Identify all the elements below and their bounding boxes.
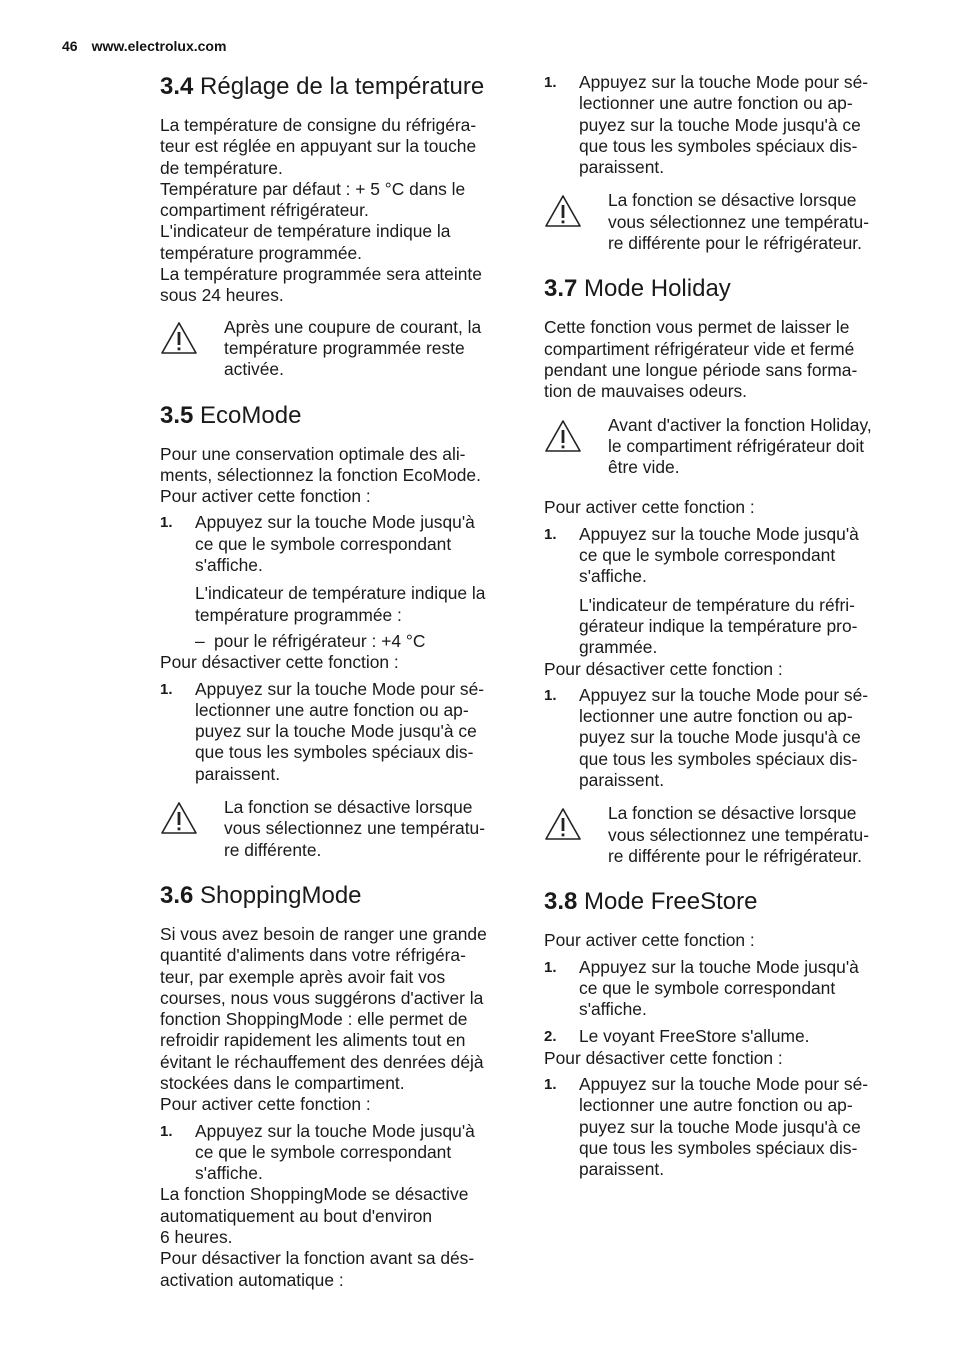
step-number: 1.	[544, 525, 557, 543]
section-3-7-body: Cette fonction vous permet de laisser le compartiment réfrigérateur vide et fermé pendant une longue période sans forma- tion de mauvaises odeurs.	[544, 317, 858, 402]
step-number: 1.	[544, 1075, 557, 1093]
list-item	[160, 1121, 518, 1185]
step-text: Appuyez sur la touche Mode jusqu'à ce que le symbole correspondant s'affiche.	[195, 512, 475, 576]
step-number: 1.	[544, 74, 557, 91]
site-url: www.electrolux.com	[91, 38, 227, 54]
step-number: 1.	[160, 680, 173, 698]
section-3-8-activate: Pour activer cette fonction :	[544, 930, 755, 951]
list-item	[544, 1026, 900, 1047]
page-number: 46	[62, 38, 78, 54]
section-3-4-heading: 3.4 Réglage de la température	[160, 73, 485, 100]
section-3-5-heading: 3.5 EcoMode	[160, 401, 302, 429]
warning-text: La fonction se désactive lorsque vous sélectionnez une températu- re différente pour le réfrigérateur.	[608, 190, 870, 254]
list-item	[544, 524, 900, 588]
section-3-7-warning-2	[544, 803, 900, 867]
step-text: Le voyant FreeStore s'allume.	[579, 1026, 810, 1047]
page-header	[62, 38, 226, 54]
section-3-7-activate: Pour activer cette fonction :	[544, 497, 755, 518]
section-3-5-intro: Pour une conservation optimale des ali- ments, sélectionnez la fonction EcoMode. Pour activer cette fonction :	[160, 443, 481, 507]
section-3-6-body: Si vous avez besoin de ranger une grande quantité d'aliments dans votre réfrigéra- teur, par exemple après avoir fait vos courses, nous vous suggérons d'activer la fonction ShoppingMode : elle permet de refroidir rapidement les aliments tout en évitant le réchauffement des denrées déjà stockées dans le compartiment. Pour activer cette fonction :	[160, 923, 487, 1115]
step-text: Appuyez sur la touche Mode jusqu'à ce que le symbole correspondant s'affiche.	[579, 523, 859, 587]
step-text: Appuyez sur la touche Mode pour sé- lectionner une autre fonction ou ap- puyez sur la touche Mode jusqu'à ce que tous les symboles spéciaux dis- paraissent.	[579, 684, 869, 791]
list-item	[160, 679, 518, 785]
step-text: Appuyez sur la touche Mode jusqu'à ce que le symbole correspondant s'affiche.	[579, 956, 859, 1020]
right-column	[544, 70, 900, 1180]
section-3-7-heading: 3.7 Mode Holiday	[544, 275, 731, 303]
section-3-6-heading: 3.6 ShoppingMode	[160, 881, 362, 909]
warning-icon	[160, 321, 198, 355]
step-note: L'indicateur de température du réfri- gérateur indique la température pro- grammée.	[579, 594, 858, 658]
continued-warning	[544, 190, 900, 254]
dash-item: – pour le réfrigérateur : +4 °C	[195, 630, 426, 651]
section-3-4-warning	[160, 317, 518, 381]
step-number: 1.	[544, 958, 557, 976]
warning-icon	[160, 801, 198, 835]
list-item	[544, 957, 900, 1021]
warning-text: Après une coupure de courant, la température programmée reste activée.	[224, 316, 482, 380]
list-item	[544, 685, 900, 791]
step-number: 1.	[544, 686, 557, 704]
section-3-7-warning	[544, 415, 900, 479]
section-3-8-deactivate: Pour désactiver cette fonction :	[544, 1047, 783, 1068]
section-3-7-deactivate: Pour désactiver cette fonction :	[544, 658, 783, 679]
warning-icon	[544, 194, 582, 228]
warning-icon	[544, 419, 582, 453]
warning-icon	[544, 807, 582, 841]
step-text: Appuyez sur la touche Mode jusqu'à ce que le symbole correspondant s'affiche.	[195, 1120, 475, 1184]
list-item	[544, 1074, 900, 1180]
warning-text: Avant d'activer la fonction Holiday, le compartiment réfrigérateur doit être vide.	[608, 414, 872, 478]
warning-text: La fonction se désactive lorsque vous sélectionnez une températu- re différente.	[224, 797, 486, 860]
step-text: Appuyez sur la touche Mode pour sé- lectionner une autre fonction ou ap- puyez sur la touche Mode jusqu'à ce que tous les symboles spéciaux dis- paraissent.	[579, 72, 869, 178]
warning-text: La fonction se désactive lorsque vous sélectionnez une températu- re différente pour le réfrigérateur.	[608, 803, 870, 866]
section-3-6-note: La fonction ShoppingMode se désactive automatiquement au bout d'environ 6 heures. Pour désactiver la fonction avant sa dés- activation automatique :	[160, 1184, 475, 1290]
section-3-5-deactivate: Pour désactiver cette fonction :	[160, 652, 399, 673]
step-text: Appuyez sur la touche Mode pour sé- lectionner une autre fonction ou ap- puyez sur la touche Mode jusqu'à ce que tous les symboles spéciaux dis- paraissent.	[579, 1073, 869, 1180]
dash-text: pour le réfrigérateur : +4 °C	[214, 630, 426, 651]
step-note: L'indicateur de température indique la température programmée :	[195, 583, 486, 625]
step-number: 2.	[544, 1028, 557, 1046]
step-text: Appuyez sur la touche Mode pour sé- lectionner une autre fonction ou ap- puyez sur la touche Mode jusqu'à ce que tous les symboles spéciaux dis- paraissent.	[195, 678, 485, 784]
section-3-4-body: La température de consigne du réfrigéra- teur est réglée en appuyant sur la touche de température. Température par défaut : + 5 °C dans le compartiment réfrigérateur. L'indicateur de température indique la température programmée. La température programmée sera atteinte sous 24 heures.	[160, 115, 482, 306]
list-item	[544, 72, 900, 178]
left-column	[160, 70, 518, 1291]
step-number: 1.	[160, 1122, 173, 1140]
step-number: 1.	[160, 514, 173, 532]
list-item	[160, 512, 518, 576]
section-3-5-warning	[160, 797, 518, 861]
section-3-8-heading: 3.8 Mode FreeStore	[544, 888, 758, 916]
